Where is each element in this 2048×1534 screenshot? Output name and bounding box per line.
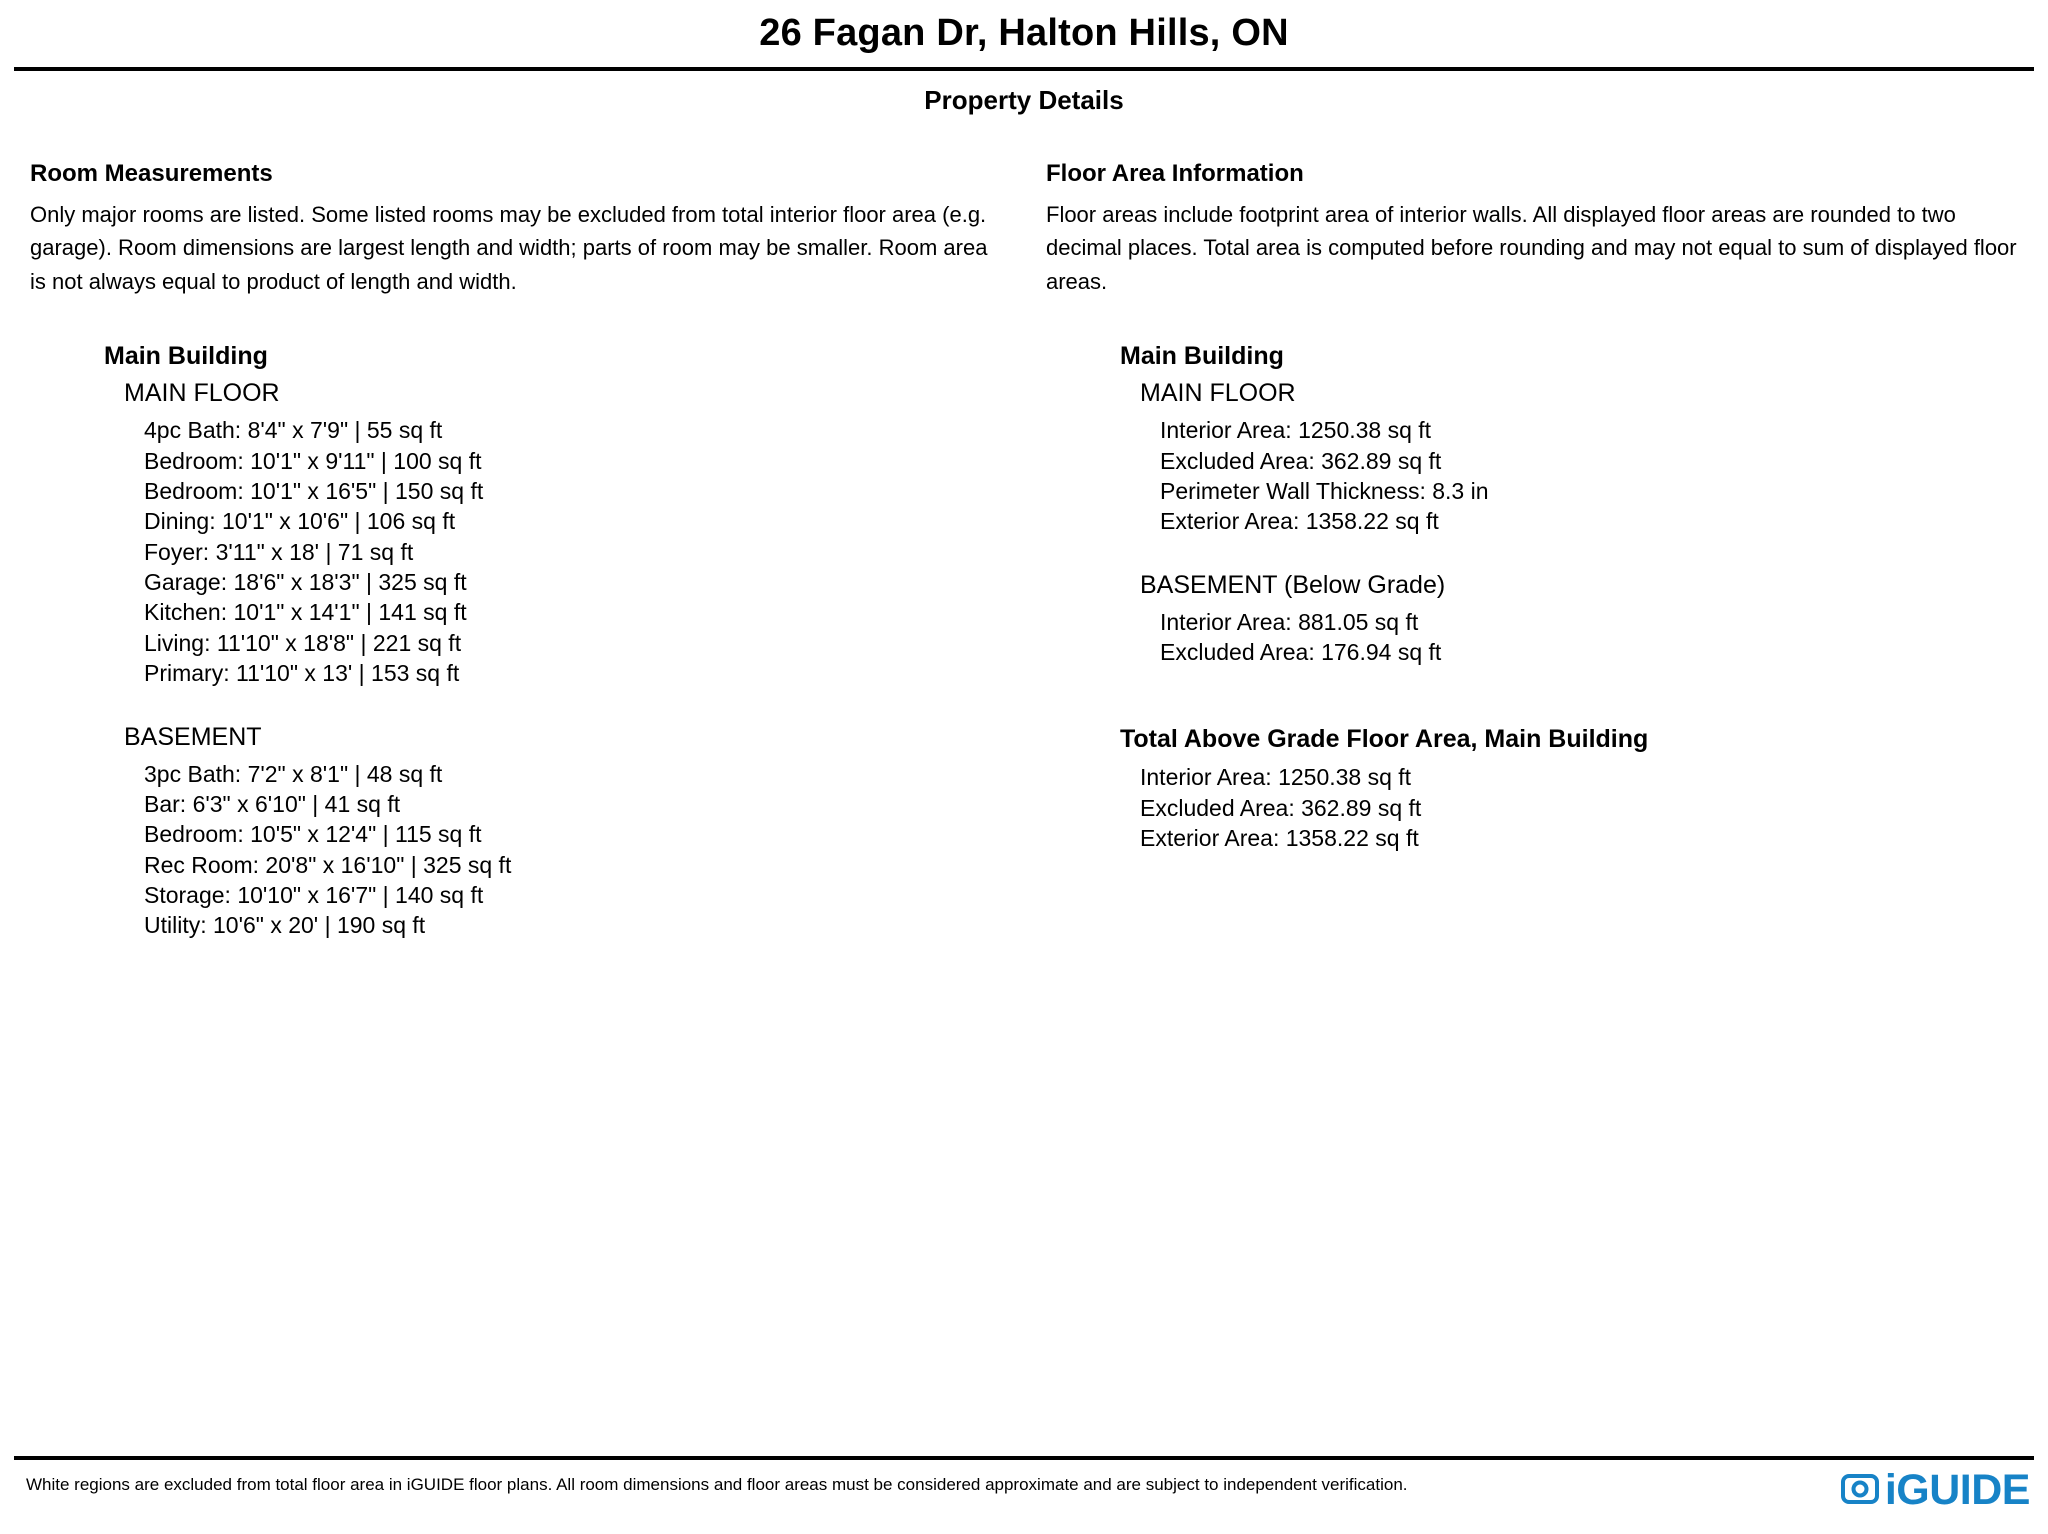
room-entry: Dining: 10'1" x 10'6" | 106 sq ft: [144, 508, 456, 535]
iguide-logo-text: iGUIDE: [1884, 1466, 2030, 1514]
building-name-right: Main Building: [1120, 342, 1284, 371]
page-header: [0, 0, 2048, 116]
room-entry: Kitchen: 10'1" x 14'1" | 141 sq ft: [144, 599, 467, 626]
room-entry: Rec Room: 20'8" x 16'10" | 325 sq ft: [144, 851, 512, 878]
area-list-main-floor: [1046, 415, 2018, 536]
area-entry: Interior Area: 881.05 sq ft: [1160, 608, 1419, 635]
room-entry: Garage: 18'6" x 18'3" | 325 sq ft: [144, 569, 467, 596]
floor-name: MAIN FLOOR: [124, 379, 280, 408]
panorama-camera-icon: [1840, 1468, 1880, 1513]
area-list-basement: [1046, 607, 2018, 668]
floor-area-heading: Floor Area Information: [1046, 160, 1304, 187]
iguide-logo: [1840, 1468, 2030, 1513]
area-entry: Perimeter Wall Thickness: 8.3 in: [1160, 478, 1489, 505]
floor-name: MAIN FLOOR: [1140, 379, 1296, 408]
floor-group-basement: [30, 723, 996, 941]
area-entry: Excluded Area: 362.89 sq ft: [1160, 447, 1442, 474]
floor-name: BASEMENT (Below Grade): [1140, 570, 1446, 599]
building-name-left: Main Building: [104, 342, 268, 371]
room-entry: Bedroom: 10'5" x 12'4" | 115 sq ft: [144, 821, 482, 848]
room-measurements-note: Only major rooms are listed. Some listed rooms may be excluded from total interior floor area (e.g. garage). Room dimensions are largest length and width; parts of room may be smaller. Room area is not always equal to product of length and width.: [30, 202, 988, 294]
room-measurements-column: [0, 160, 1024, 941]
room-entry: Bedroom: 10'1" x 9'11" | 100 sq ft: [144, 447, 482, 474]
total-entry: Interior Area: 1250.38 sq ft: [1140, 764, 1412, 791]
area-entry: Interior Area: 1250.38 sq ft: [1160, 417, 1432, 444]
room-list-basement: [30, 759, 996, 941]
footer-disclaimer: White regions are excluded from total floor area in iGUIDE floor plans. All room dimensions and floor areas must be considered approximate and are subject to independent verification.: [26, 1475, 1408, 1494]
total-above-grade-list: [1046, 762, 2018, 853]
floor-group-main-floor: [30, 379, 996, 688]
room-entry: 3pc Bath: 7'2" x 8'1" | 48 sq ft: [144, 760, 443, 787]
room-entry: Foyer: 3'11" x 18' | 71 sq ft: [144, 538, 414, 565]
room-entry: Bedroom: 10'1" x 16'5" | 150 sq ft: [144, 478, 484, 505]
spacer: [1046, 701, 2018, 725]
footer-row: [0, 1460, 2048, 1513]
page-title: 26 Fagan Dr, Halton Hills, ON: [759, 12, 1289, 54]
floor-area-blocks: [1046, 342, 2018, 853]
area-entry: Excluded Area: 176.94 sq ft: [1160, 639, 1442, 666]
total-above-grade-group: [1046, 725, 2018, 853]
total-entry: Exterior Area: 1358.22 sq ft: [1140, 825, 1419, 852]
page-subtitle: Property Details: [924, 84, 1124, 115]
area-group-main-floor: [1046, 379, 2018, 536]
floor-name: BASEMENT: [124, 722, 262, 751]
room-measurements-heading: Room Measurements: [30, 160, 273, 187]
room-entry: Bar: 6'3" x 6'10" | 41 sq ft: [144, 790, 401, 817]
room-entry: Storage: 10'10" x 16'7" | 140 sq ft: [144, 881, 484, 908]
room-entry: Living: 11'10" x 18'8" | 221 sq ft: [144, 629, 462, 656]
room-entry: Primary: 11'10" x 13' | 153 sq ft: [144, 660, 460, 687]
total-entry: Excluded Area: 362.89 sq ft: [1140, 794, 1422, 821]
content-columns: [0, 160, 2048, 941]
header-divider: [14, 67, 2034, 71]
area-entry: Exterior Area: 1358.22 sq ft: [1160, 508, 1439, 535]
page-footer: [0, 1456, 2048, 1534]
room-measurements-blocks: [30, 342, 996, 940]
area-group-basement: [1046, 571, 2018, 668]
floor-area-note: Floor areas include footprint area of interior walls. All displayed floor areas are rounded to two decimal places. Total area is computed before rounding and may not equal to sum of displayed floor areas.: [1046, 202, 2017, 294]
room-list-main-floor: [30, 415, 996, 688]
total-above-grade-heading: Total Above Grade Floor Area, Main Building: [1120, 725, 1649, 754]
floor-area-column: [1024, 160, 2048, 941]
room-entry: Utility: 10'6" x 20' | 190 sq ft: [144, 912, 426, 939]
room-entry: 4pc Bath: 8'4" x 7'9" | 55 sq ft: [144, 417, 443, 444]
